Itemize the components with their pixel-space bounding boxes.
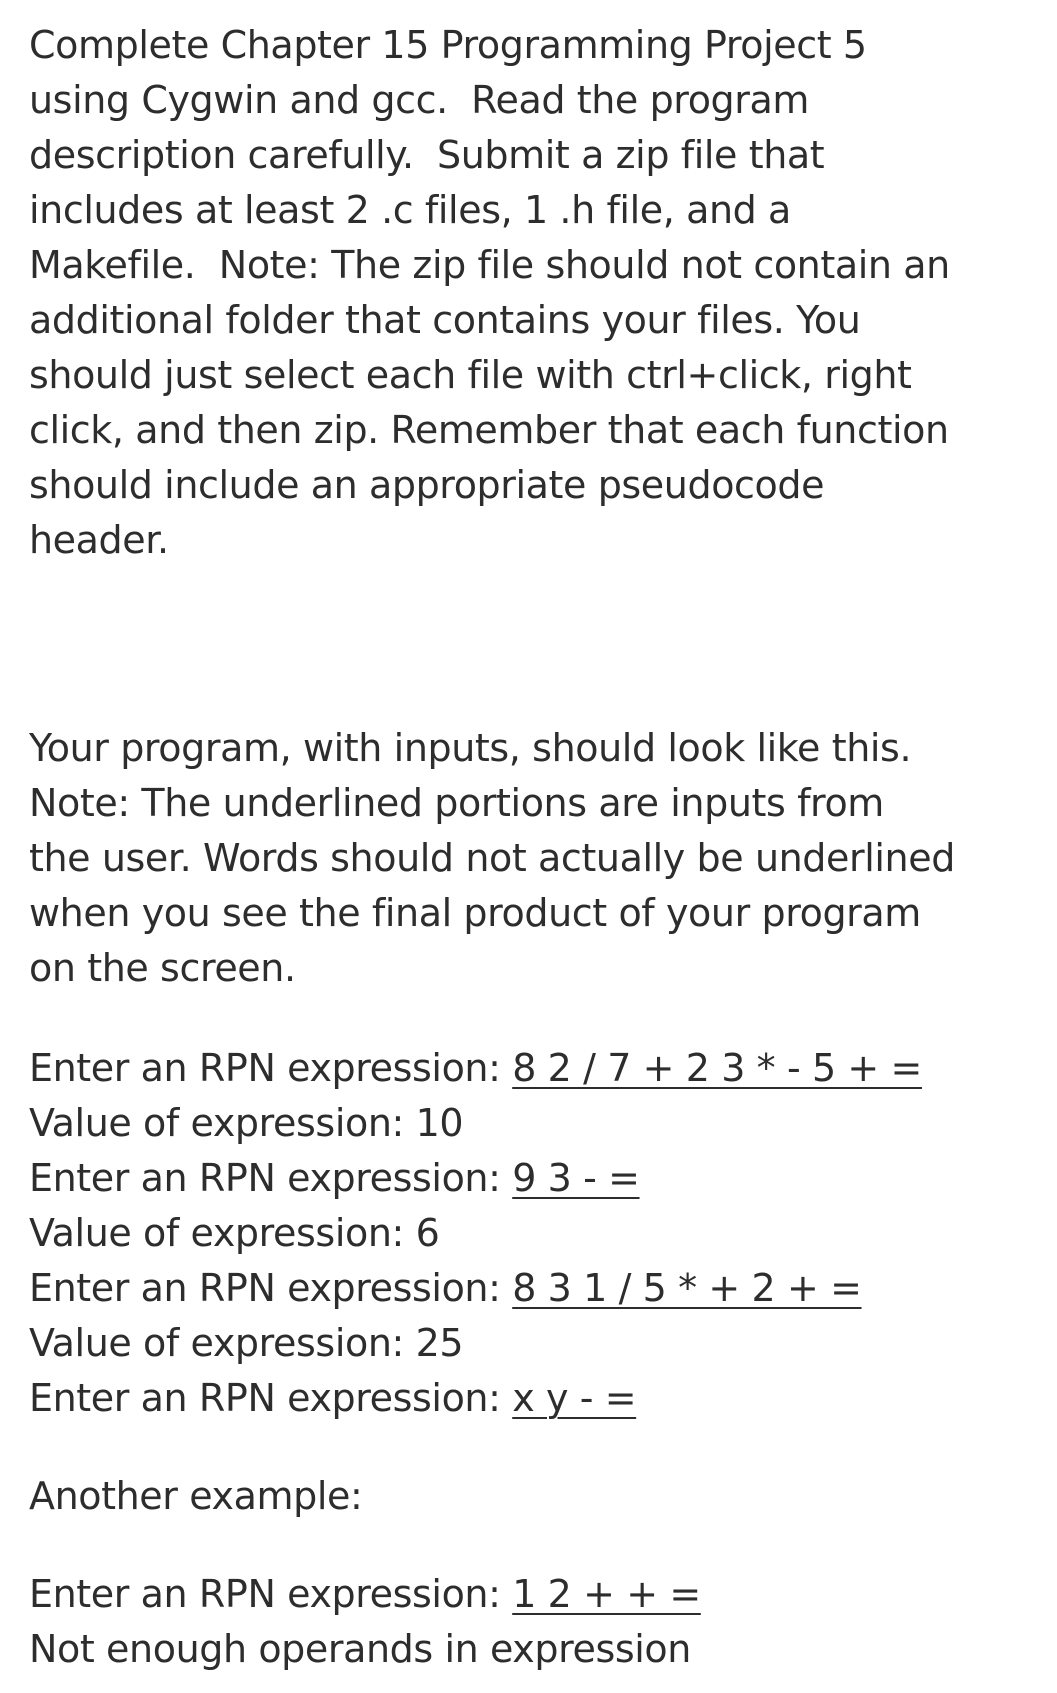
intro-line-3: description carefully. Submit a zip file that — [29, 133, 825, 177]
prompt-text: Enter an RPN expression: — [29, 1376, 513, 1420]
intro-line-9: should include an appropriate pseudocode — [29, 463, 825, 507]
spacer — [29, 1524, 1057, 1567]
another-example-label: Another example: — [29, 1474, 363, 1518]
user-input: 8 3 1 / 5 * + 2 + = — [512, 1266, 862, 1310]
output-prefix: Value of expression: — [29, 1321, 416, 1365]
spacer — [29, 568, 1057, 721]
output-line-1 — [29, 1096, 1039, 1151]
intro-line-5: Makefile. Note: The zip file should not contain an — [29, 243, 950, 287]
user-input: 1 2 + + = — [512, 1572, 701, 1616]
prompt-line-2 — [29, 1151, 1039, 1206]
error-message: Not enough operands in expression — [29, 1627, 691, 1671]
output-value: 6 — [415, 1211, 440, 1255]
intro-line-1: Complete Chapter 15 Programming Project 5 — [29, 23, 867, 67]
instructions-line-1: Your program, with inputs, should look like this. — [29, 726, 912, 770]
instructions-line-4: when you see the final product of your program — [29, 891, 921, 935]
instructions-line-3: the user. Words should not actually be underlined — [29, 836, 955, 880]
another-example-session — [29, 1567, 1039, 1677]
prompt-text: Enter an RPN expression: — [29, 1046, 513, 1090]
user-input: 8 2 / 7 + 2 3 * - 5 + = — [512, 1046, 922, 1090]
prompt-text: Enter an RPN expression: — [29, 1156, 513, 1200]
output-value: 10 — [415, 1101, 464, 1145]
instructions-line-2: Note: The underlined portions are inputs from — [29, 781, 884, 825]
instructions-paragraph — [29, 721, 1039, 996]
user-input: 9 3 - = — [512, 1156, 640, 1200]
output-value: 25 — [415, 1321, 464, 1365]
intro-line-10: header. — [29, 518, 169, 562]
intro-line-2: using Cygwin and gcc. Read the program — [29, 78, 809, 122]
prompt-line-1 — [29, 1041, 1039, 1096]
prompt-line-5 — [29, 1567, 1039, 1622]
prompt-line-3 — [29, 1261, 1039, 1316]
prompt-line-4 — [29, 1371, 1039, 1426]
another-example-section — [29, 1469, 1039, 1524]
spacer — [29, 996, 1057, 1041]
prompt-text: Enter an RPN expression: — [29, 1572, 513, 1616]
output-prefix: Value of expression: — [29, 1211, 416, 1255]
user-input: x y - = — [512, 1376, 637, 1420]
intro-line-4: includes at least 2 .c files, 1 .h file, and a — [29, 188, 791, 232]
output-line-3 — [29, 1316, 1039, 1371]
example-session — [29, 1041, 1039, 1426]
instructions-line-5: on the screen. — [29, 946, 296, 990]
intro-line-6: additional folder that contains your files. You — [29, 298, 861, 342]
spacer — [29, 1426, 1057, 1469]
output-line-2 — [29, 1206, 1039, 1261]
intro-line-8: click, and then zip. Remember that each function — [29, 408, 949, 452]
intro-paragraph — [29, 18, 1039, 568]
output-prefix: Value of expression: — [29, 1101, 416, 1145]
intro-line-7: should just select each file with ctrl+click, right — [29, 353, 912, 397]
prompt-text: Enter an RPN expression: — [29, 1266, 513, 1310]
